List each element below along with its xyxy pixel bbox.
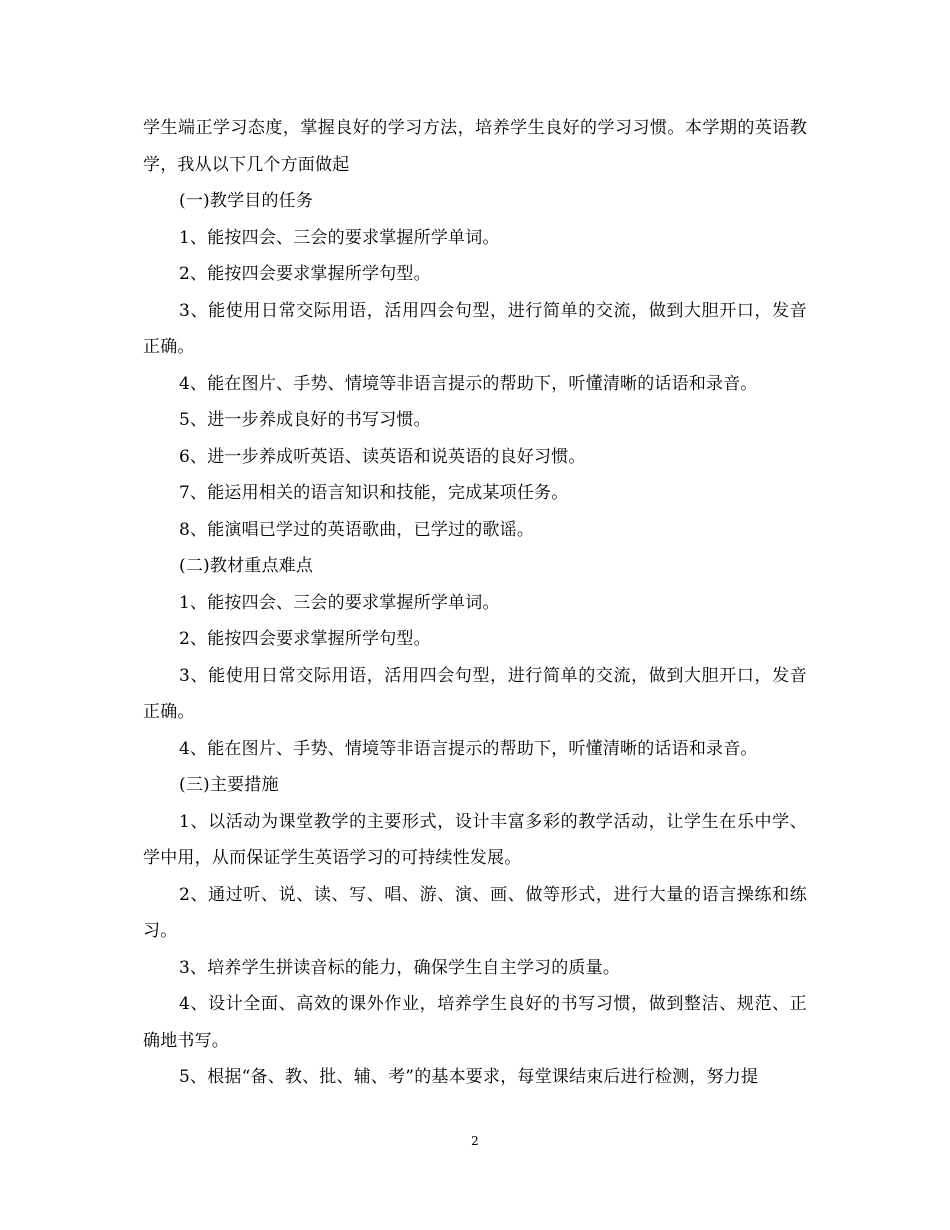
list-item: 4、设计全面、高效的课外作业，培养学生良好的书写习惯，做到整洁、规范、正确地书写。	[143, 994, 807, 1051]
page-number: 2	[471, 1134, 479, 1148]
list-item: 7、能运用相关的语言知识和技能，完成某项任务。	[179, 483, 569, 503]
list-item: 3、培养学生拼读音标的能力，确保学生自主学习的质量。	[179, 957, 621, 978]
list-item: 2、能按四会要求掌握所学句型。	[179, 629, 431, 649]
list-item: 8、能演唱已学过的英语歌曲，已学过的歌谣。	[179, 519, 535, 540]
list-item: 3、能使用日常交际用语，活用四会句型，进行简单的交流，做到大胆开口，发音正确。	[143, 300, 807, 357]
list-item: 1、能按四会、三会的要求掌握所学单词。	[179, 227, 500, 248]
section-heading: (三)主要措施	[179, 775, 279, 795]
list-item: 5、进一步养成良好的书写习惯。	[179, 410, 431, 430]
list-item: 6、进一步养成听英语、读英语和说英语的良好习惯。	[179, 446, 586, 467]
list-item: 1、能按四会、三会的要求掌握所学单词。	[179, 592, 500, 613]
section-heading: (一)教学目的任务	[179, 191, 314, 211]
list-item: 3、能使用日常交际用语，活用四会句型，进行简单的交流，做到大胆开口，发音正确。	[143, 665, 807, 722]
paragraph: 学生端正学习态度，掌握良好的学习方法，培养学生良好的学习习惯。本学期的英语教学，我从以下几个方面做起	[143, 118, 807, 175]
list-item: 2、能按四会要求掌握所学句型。	[179, 264, 431, 284]
list-item: 1、以活动为课堂教学的主要形式，设计丰富多彩的教学活动，让学生在乐中学、学中用，从而保证学生英语学习的可持续性发展。	[143, 811, 807, 868]
list-item: 4、能在图片、手势、情境等非语言提示的帮助下，听懂清晰的话语和录音。	[179, 738, 758, 759]
list-item: 4、能在图片、手势、情境等非语言提示的帮助下，听懂清晰的话语和录音。	[179, 373, 758, 394]
section-heading: (二)教材重点难点	[179, 556, 314, 576]
list-item: 2、通过听、说、读、写、唱、游、演、画、做等形式，进行大量的语言操练和练习。	[143, 884, 807, 941]
document-body	[143, 110, 807, 1096]
list-item: 5、根据“备、教、批、辅、考”的基本要求，每堂课结束后进行检测，努力提	[179, 1067, 759, 1087]
